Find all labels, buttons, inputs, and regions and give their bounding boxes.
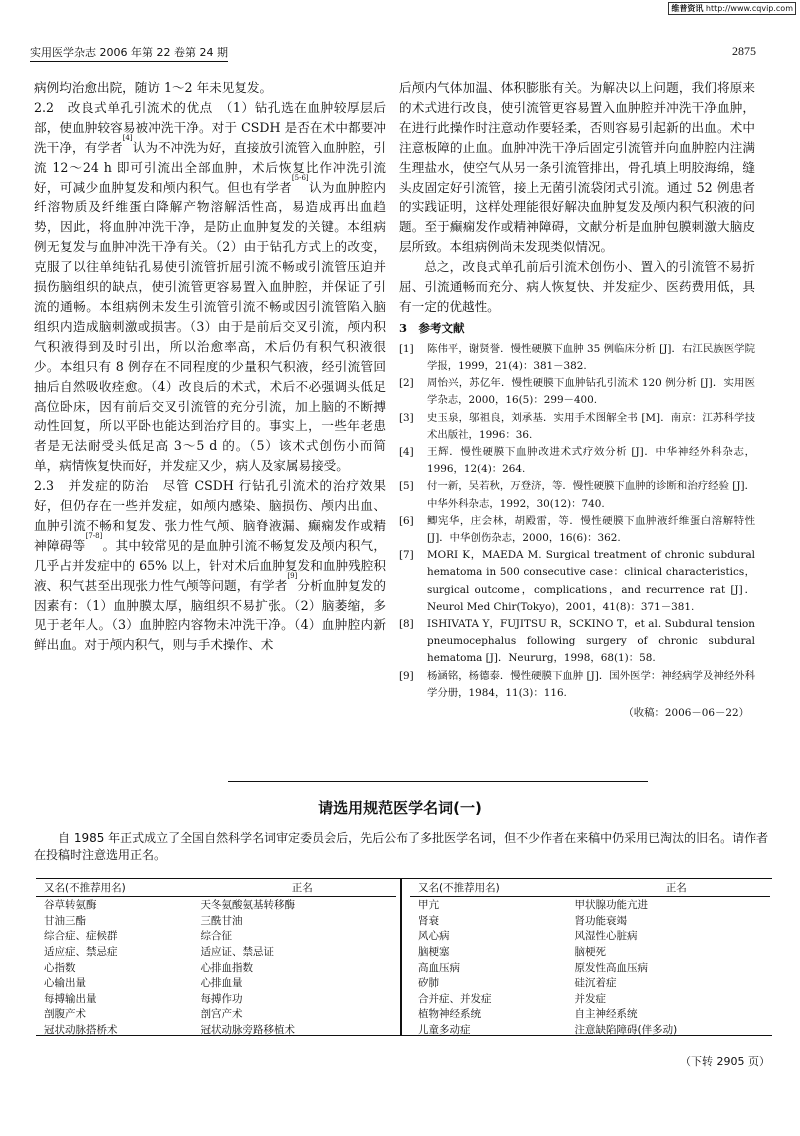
paragraph: 病例均治愈出院，随访 1～2 年未见复发。 xyxy=(34,80,273,95)
alias-cell: 综合症、症候群 xyxy=(44,930,118,943)
table-row xyxy=(36,1022,396,1038)
reference-text: 鲫宪华，庄会林，胡殿雷，等．慢性硬膜下血肿液纤维蛋白溶解特性 [J]．中华创伤杂志，2000，16(6)：362. xyxy=(427,514,755,545)
reference-item xyxy=(399,513,755,547)
table-row xyxy=(410,1022,770,1038)
citation: [7-8] xyxy=(85,531,103,540)
reference-number: [1] xyxy=(399,342,414,355)
paragraph: 后颅内气体加温、体积膨胀有关。为解决以上问题，我们将原来的术式进行改良，使引流管更容易置入血肿腔并冲洗干净血肿，在进行此操作时注意动作要轻柔，否则容易引起新的出血。术中注意板障的止血。血肿冲洗干净后固定引流管并向血肿腔内注满生理盐水，使空气从另一条引流管排出，骨孔填上明胶海绵，缝头皮固定好引流管，接上无菌引流袋闭式引流。通过 52 例患者的实践证明，这样处理能很好解决血肿复发及颅内积气积液的问题。至于癫痫发作或精神障碍，文献分析是血肿包膜刺激大脑皮层所致。本组病例尚未发现类似情况。 xyxy=(399,80,755,255)
standard-cell: 风湿性心脏病 xyxy=(574,930,638,943)
table-row xyxy=(410,897,770,913)
alias-cell: 植物神经系统 xyxy=(418,1008,481,1021)
standard-cell: 冠状动脉旁路移植术 xyxy=(200,1024,295,1037)
standard-cell: 心排血量 xyxy=(200,977,243,990)
standard-cell: 甲状腺功能亢进 xyxy=(574,899,649,912)
standard-cell: 三酰甘油 xyxy=(200,914,243,927)
page-number: 2875 xyxy=(732,44,756,58)
alias-cell: 肾衰 xyxy=(418,914,439,927)
alias-cell: 心输出量 xyxy=(44,977,86,990)
alias-cell: 儿童多动症 xyxy=(418,1024,471,1037)
received-date: （收稿：2006－06－22） xyxy=(623,707,749,720)
table-row xyxy=(410,913,770,929)
standard-cell: 天冬氨酸氨基转移酶 xyxy=(200,899,295,912)
section-divider xyxy=(228,781,648,782)
reference-item xyxy=(399,341,755,375)
alias-cell: 谷草转氨酶 xyxy=(44,899,97,912)
alias-cell: 甘油三酯 xyxy=(44,914,86,927)
reference-text: 陈伟平，谢贤誉．慢性硬膜下血肿 35 例临床分析 [J]．右江民族医学院学报，1999，21(4)：381－382. xyxy=(427,342,755,372)
watermark-brand: 维普资讯 xyxy=(671,4,704,13)
alias-cell: 每搏输出量 xyxy=(44,992,97,1005)
column-header-standard: 正名 xyxy=(575,879,770,897)
table-row xyxy=(36,975,396,991)
citation: [4] xyxy=(122,133,133,142)
table-row xyxy=(36,1006,396,1022)
reference-number: [3] xyxy=(399,411,414,424)
table-row xyxy=(36,913,396,929)
alias-cell: 适应症、禁忌症 xyxy=(44,946,118,959)
alias-cell: 冠状动脉搭桥术 xyxy=(44,1024,118,1037)
standard-cell: 原发性高血压病 xyxy=(574,961,649,974)
standard-cell: 硅沉着症 xyxy=(574,977,617,990)
table-header-row xyxy=(36,879,396,897)
table-row xyxy=(410,991,770,1007)
paragraph-text: 尽管 CSDH 行钻孔引流术的治疗效果好，但仍存在一些并发症，如颅内感染、脑损伤、颅内出血、血肿引流不畅和复发、张力性气颅、脑脊液漏、癫痫发作或精神障碍等 xyxy=(34,478,387,553)
running-head: 实用医学杂志 2006 年第 22 卷第 24 期 xyxy=(30,44,228,62)
reference-item xyxy=(399,478,755,512)
paragraph-text: 。其中较常见的是血肿引流不畅复发及颅内积气，几乎占并发症中的 65% 以上，针对术后血肿复发和血肿残腔积液、积气甚至出现张力性气颅等问题，有学者 xyxy=(34,537,387,593)
table-row xyxy=(410,1006,770,1022)
reference-text: 史玉泉，邬祖良，刘承基．实用手术图解全书 [M]．南京：江苏科学技术出版社，1996：36. xyxy=(427,411,755,441)
reference-number: [9] xyxy=(399,669,414,682)
section-heading: 2.2 改良式单孔引流术的优点 xyxy=(34,99,213,115)
watermark xyxy=(668,2,796,15)
standard-cell: 适应证、禁忌证 xyxy=(200,946,274,959)
reference-text: 杨涵铭，杨德泰．慢性硬膜下血肿 [J]．国外医学：神经病学及神经外科学分册，1984，11(3)：116. xyxy=(427,669,755,699)
reference-item xyxy=(399,547,755,616)
citation: [5-6] xyxy=(291,173,309,182)
reference-item xyxy=(399,444,755,478)
table-header-row xyxy=(410,879,770,897)
standard-cell: 剖宫产术 xyxy=(200,1008,243,1021)
reference-text: 王辉．慢性硬膜下血肿改进术式疗效分析 [J]．中华神经外科杂志，1996，12(4)：264. xyxy=(427,446,755,476)
notice-intro: 自 1985 年正式成立了全国自然科学名词审定委员会后，先后公布了多批医学名词，但不少作者在来稿中仍采用已淘汰的旧名。请作者在投稿时注意选用正名。 xyxy=(34,831,769,862)
reference-item xyxy=(399,616,755,668)
reference-list xyxy=(399,341,755,702)
standard-cell: 自主神经系统 xyxy=(574,1008,638,1021)
table-row xyxy=(410,975,770,991)
reference-item xyxy=(399,375,755,409)
reference-number: [5] xyxy=(399,480,414,493)
standard-cell: 每搏作功 xyxy=(200,992,243,1005)
left-column xyxy=(34,78,386,655)
standard-cell: 肾功能衰竭 xyxy=(574,914,628,927)
alias-cell: 风心病 xyxy=(418,930,450,943)
table-divider xyxy=(400,879,402,1035)
standard-cell: 注意缺陷障碍(伴多动) xyxy=(574,1024,678,1037)
paragraph-text: （1）钻孔选在血肿较厚层后部，使血肿较容易被冲洗干净。对于 CSDH 是否在术中都要冲洗干净，有学者 xyxy=(34,99,386,155)
alias-cell: 剖腹产术 xyxy=(44,1008,86,1021)
notice-title: 请选用规范医学名词(一) xyxy=(318,799,482,817)
standard-cell: 并发症 xyxy=(574,992,607,1005)
table-row xyxy=(36,991,396,1007)
reference-item xyxy=(399,668,755,702)
table-row xyxy=(410,959,770,975)
terms-table-right xyxy=(410,879,770,1037)
table-row xyxy=(36,897,396,913)
column-header-alias: 又名(不推荐用名) xyxy=(36,879,201,897)
standard-cell: 综合征 xyxy=(200,930,232,943)
column-header-standard: 正名 xyxy=(201,879,397,897)
watermark-url: http://www.cqvip.com xyxy=(705,4,793,13)
table-row xyxy=(36,944,396,960)
section-heading: 2.3 并发症的防治 xyxy=(34,478,150,494)
conclusion-paragraph: 总之，改良式单孔前后引流术创伤小、置入的引流管不易折屈、引流通畅而充分、病人恢复快、并发症少、医药费用低，具有一定的优越性。 xyxy=(399,259,755,314)
citation: [9] xyxy=(287,571,298,580)
reference-text: 付一新，吴若秋，万登济，等．慢性硬膜下血肿的诊断和治疗经验 [J]．中华外科杂志，1992，30(12)：740. xyxy=(427,480,755,510)
column-header-alias: 又名(不推荐用名) xyxy=(410,879,575,897)
section-2-2 xyxy=(34,98,386,476)
alias-cell: 矽肺 xyxy=(418,977,439,990)
reference-text: 周怡兴，苏亿年．慢性硬膜下血肿钻孔引流术 120 例分析 [J]．实用医学杂志，2000，16(5)：299－400. xyxy=(427,377,755,407)
terms-table-left xyxy=(36,879,396,1037)
standard-cell: 心排血指数 xyxy=(200,961,253,974)
alias-cell: 心指数 xyxy=(44,961,76,974)
right-column xyxy=(399,78,755,724)
references-heading: 3 参考文献 xyxy=(399,320,465,335)
standard-cell: 脑梗死 xyxy=(574,946,607,959)
reference-number: [7] xyxy=(399,549,414,562)
reference-item xyxy=(399,410,755,444)
table-row xyxy=(410,928,770,944)
terms-table xyxy=(36,878,772,1036)
reference-text: MORI K，MAEDA M. Surgical treatment of chronic subdural hematoma in 500 consecutive case：clinical characteristics，surgical outcome，complications，and recurrence rat [J]．Neurol Med Chir(Tokyo)，2001，41(8)：371－381. xyxy=(427,549,755,613)
table-row xyxy=(36,928,396,944)
alias-cell: 脑梗塞 xyxy=(418,946,450,959)
alias-cell: 高血压病 xyxy=(418,961,460,974)
reference-number: [8] xyxy=(399,618,414,631)
paragraph-text: 认为不冲洗为好，直接放引流管入血肿腔，引流 12～24 h 即可引流出全部血肿，术后恢复比作冲洗引流好，可减少血肿复发和颅内积气。但也有学者 xyxy=(34,139,387,195)
reference-number: [2] xyxy=(399,377,414,390)
section-2-3 xyxy=(34,476,386,655)
alias-cell: 甲亢 xyxy=(418,899,439,912)
table-row xyxy=(410,944,770,960)
paragraph-text: 分析血肿复发的因素有：（1）血肿膜太厚，脑组织不易扩张。（2）脑萎缩，多见于老年人。（3）血肿腔内容物未冲洗干净。（4）血肿腔内新鲜出血。对于颅内积气，则与手术操作、术 xyxy=(34,577,387,653)
table-row xyxy=(36,959,396,975)
reference-number: [4] xyxy=(399,446,414,458)
reference-text: ISHIVATA Y，FUJITSU R，SCKINO T，et al. Subdural tension pneumocephalus following surgery of chronic subdural hematoma [J]．Neururg，1998，68(1)：58. xyxy=(427,618,755,665)
continued-note: （下转 2905 页） xyxy=(680,1055,770,1068)
paragraph-text: 认为血肿腔内纤溶物质及纤维蛋白降解产物溶解活性高，易造成再出血趋势，因此，将血肿冲洗干净，是防止血肿复发的关键。本组病例无复发与血肿冲洗干净有关。（2）由于钻孔方式上的改变，克服了以往单纯钻孔易使引流管折屈引流不畅或引流管压迫并损伤脑组织的缺点，使引流管更容易置入血肿腔，并保证了引流的通畅。本组病例未发生引流管引流不畅或因引流管陷入脑组织内造成脑刺激或损害。（3）由于是前后交叉引流，颅内积气积液得到及时引出，所以治愈率高，术后仍有积气积液很少。本组只有 8 例存在不同程度的少量积气积液，经引流管回抽后自然吸收痊愈。（4）改良后的术式，术后不必强调头低足高位卧床，因有前后交叉引流管的充分引流，加上脑的不断搏动性回复，所以平卧也能达到治疗目的。事实上，一些年老患者是无法耐受头低足高 3～5 d 的。（5）该术式创伤小而简单，病情恢复快而好，并发症又少，病人及家属易接受。 xyxy=(34,179,387,474)
alias-cell: 合并症、并发症 xyxy=(418,992,492,1005)
reference-number: [6] xyxy=(399,514,414,527)
